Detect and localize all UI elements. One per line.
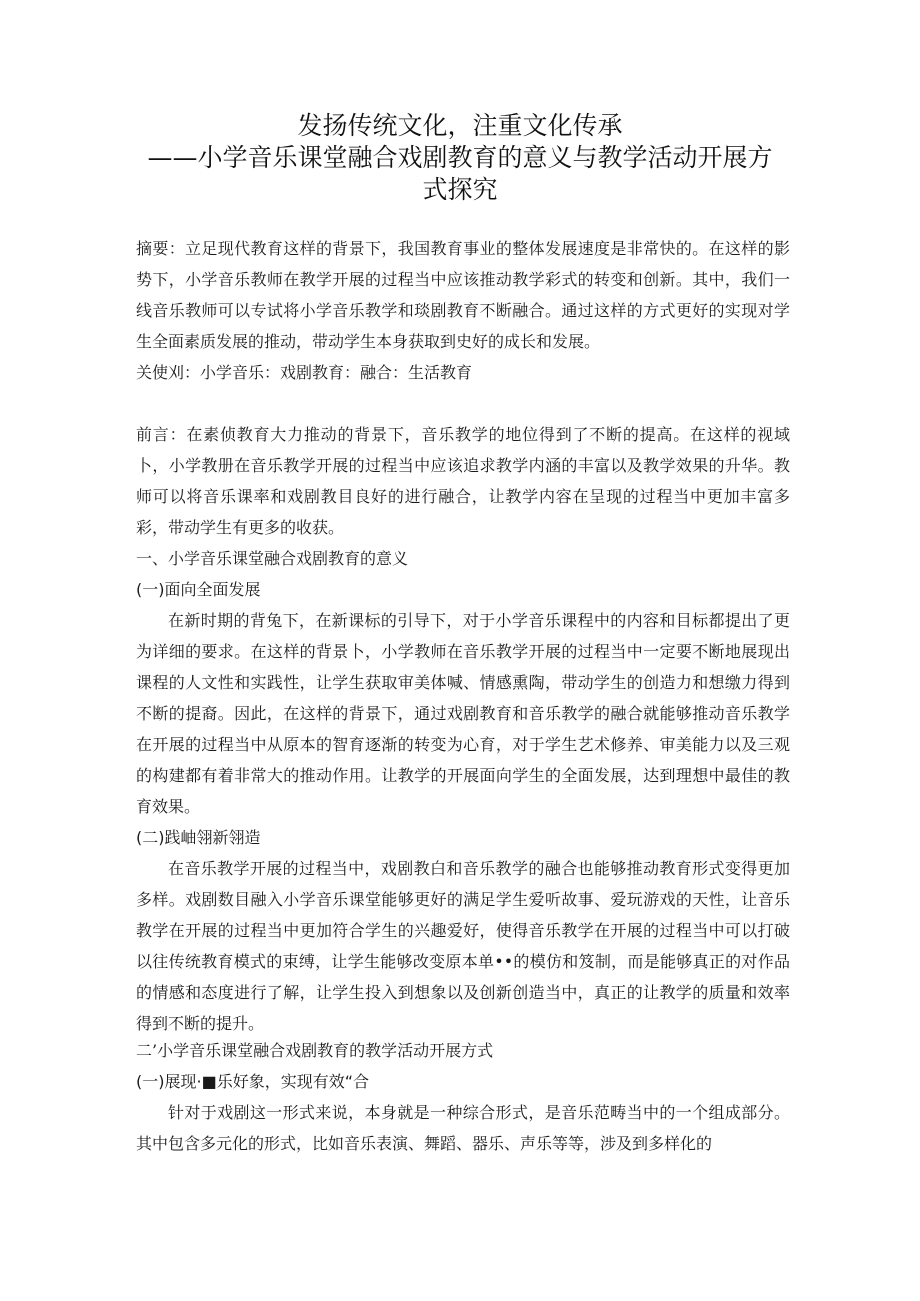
keywords-block [136,357,790,388]
document-title [130,110,790,206]
section-2 [136,1035,790,1159]
preface-text: ：在素侦教育大力推动的背景下，音乐教学的地位得到了不断的提高。在这样的视域卜，小学教册在音乐教学开展的过程当中应该追求教学内涵的丰富以及教学效果的升华。教师可以将音乐课率和戏剧教目良好的进行融合，让教学内容在呈现的过程当中更加丰富多彩，带动学生有更多的收获。 [136,425,790,537]
section-1-sub-1-text: 在新时期的背兔下，在新课标的引导下，对于小学音乐课程中的内容和目标都提出了更为详细的要求。在这样的背景卜，小学教师在音乐教学开展的过程当中一定要不断地展现出课程的人文性和实践性，让学生获取审美体喊、情感熏陶，带动学生的创造力和想缴力得到不断的提裔。因此，在这样的背景下，通过戏剧教育和音乐教学的融合就能够推动音乐教学在开展的过程当中从原本的智育逐渐的转变为心育，对于学生艺术修养、审美能力以及三观的构建都有着非常大的推动作用。让教学的开展面向学生的全面发展，达到理想中最佳的教育效果。 [136,611,790,816]
section-2-sub-1-heading: (一)展现·■乐好象，实现有效“合 [136,1072,369,1091]
section-1-sub-1-heading: (一)面向全面发展 [136,580,261,599]
title-line-1: 发扬传统文化，注重文化传承 [297,111,623,140]
section-1-sub-2-heading: (二)践岫翎新翎造 [136,828,261,847]
abstract-block [136,233,790,357]
section-1 [136,543,790,1039]
keywords-line [136,357,790,388]
section-1-heading: 一、小学音乐课堂融合戏剧教育的意义 [136,549,409,568]
title-line-3: 式探究 [422,175,498,204]
section-2-heading: 二’小学音乐课堂融合戏剧教育的教学活动开展方式 [136,1041,494,1060]
preface-block [136,419,790,543]
title-line-2: ——小学音乐课堂融合戏剧教育的意义与教学活动开展方 [147,143,773,172]
abstract-label: 摘要： [136,239,186,258]
keywords-label: 关使刈： [136,363,201,382]
section-2-sub-1-text: 针对于戏剧这一形式来说，本身就是一种综合形式，是音乐范畴当中的一个组成部分。其中包含多元化的形式，比如音乐表演、舞蹈、器乐、声乐等等，涉及到多样化的 [136,1103,790,1153]
abstract-paragraph [136,233,790,357]
preface-paragraph [136,419,790,543]
abstract-text: 立足现代教育这样的背景下，我国教育事业的整体发展速度是非常快的。在这样的影势下，小学音乐教师在教学开展的过程当中应该推动教学彩式的转变和创新。其中，我们一线音乐教师可以专试将小学音乐教学和琰剧教育不断融合。通过这样的方式更好的实现对学生全面素质发展的推动，带动学生本身获取到史好的成长和发展。 [136,239,790,351]
keywords-text: 小学音乐：戏剧教育：融合：生活教育 [200,363,473,382]
section-1-sub-2-text: 在音乐教学开展的过程当中，戏剧教白和音乐教学的融合也能够推动教育形式变得更加多样。戏剧数目融入小学音乐课堂能够更好的满足学生爱听故事、爱玩游戏的天性，让音乐教学在开展的过程当中更加符合学生的兴趣爱好，使得音乐教学在开展的过程当中可以打破以往传统教育模式的束缚，让学生能够改变原本单••的模仿和笈制，而是能够真正的对作品的情感和态度进行了解，让学生投入到想象以及创新创造当中，真正的让教学的质量和效率得到不断的提升。 [136,859,790,1033]
preface-label: 前言 [136,425,170,444]
